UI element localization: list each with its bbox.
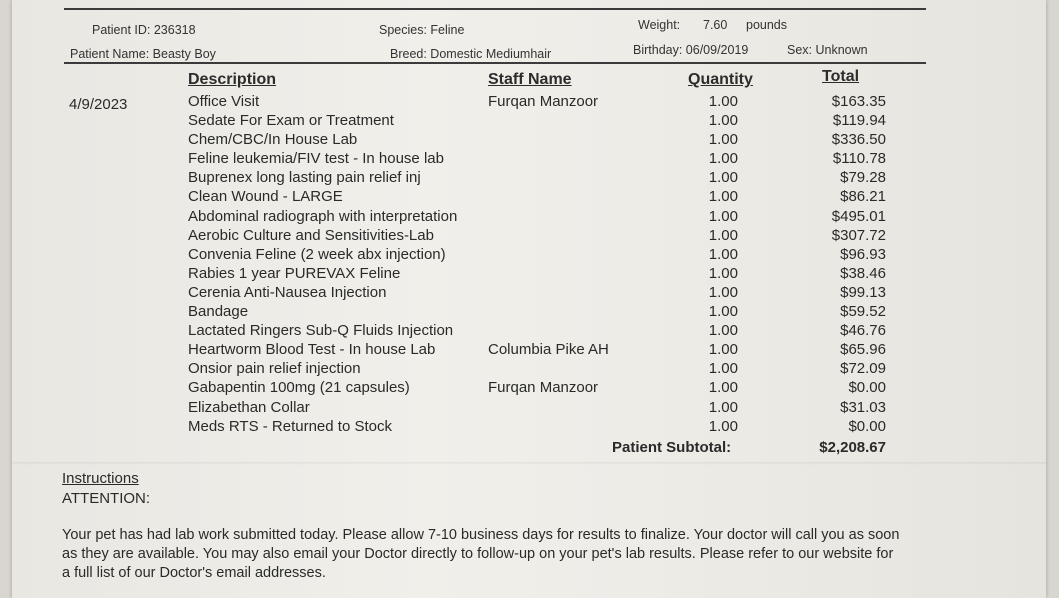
line-item [12,301,1046,320]
line-item [12,167,1046,186]
line-item [12,129,1046,148]
item-description: Buprenex long lasting pain relief inj [188,169,421,187]
line-item [12,339,1046,358]
item-quantity: 1.00 [708,226,738,244]
item-quantity: 1.00 [708,112,738,130]
item-total: $31.03 [840,398,886,416]
column-total: Total [822,68,860,85]
line-items [12,91,1046,435]
item-total: $59.52 [840,303,886,321]
item-total: $163.35 [831,93,886,110]
header-rule [64,62,926,64]
patient-id: Patient ID: 236318 [92,23,196,37]
item-description: Rabies 1 year PUREVAX Feline [188,264,401,282]
invoice-page [12,0,1046,598]
item-quantity: 1.00 [708,188,738,206]
item-description: Meds RTS - Returned to Stock [188,417,392,435]
item-total: $0.00 [848,379,886,397]
item-staff: Furqan Manzoor [488,93,599,110]
birthday: Birthday: 06/09/2019 [633,43,749,57]
item-total: $110.78 [832,150,886,168]
item-description: Feline leukemia/FIV test - In house lab [188,150,444,168]
column-quantity: Quantity [688,71,753,88]
item-total: $38.46 [840,264,886,282]
item-quantity: 1.00 [708,379,738,397]
top-rule [64,8,926,10]
item-description: Onsior pain relief injection [188,360,361,378]
item-quantity: 1.00 [708,322,738,340]
item-quantity: 1.00 [708,360,738,378]
item-quantity: 1.00 [708,131,738,149]
item-description: Aerobic Culture and Sensitivities-Lab [188,226,434,244]
item-quantity: 1.00 [708,150,738,168]
item-total: $336.50 [831,131,886,149]
column-description: Description [188,71,277,88]
patient-subtotal-label: Patient Subtotal: [612,439,732,456]
attention-label: ATTENTION: [62,490,151,507]
item-total: $119.94 [832,112,886,130]
line-item [12,206,1046,225]
item-total: $79.28 [840,169,886,187]
item-description: Elizabethan Collar [188,398,310,416]
line-item [12,148,1046,167]
item-total: $72.09 [840,360,886,378]
line-item [12,244,1046,263]
item-quantity: 1.00 [708,341,738,359]
item-total: $99.13 [840,283,886,301]
line-item [12,110,1046,129]
item-description: Bandage [188,303,249,321]
item-total: $307.72 [831,226,886,244]
item-description: Chem/CBC/In House Lab [188,131,358,149]
item-total: $495.01 [831,207,886,225]
weight-value: 7.60 [703,18,728,32]
item-quantity: 1.00 [708,207,738,225]
item-quantity: 1.00 [708,303,738,321]
line-item [12,263,1046,282]
item-total: $46.76 [840,322,886,340]
weight-unit: pounds [746,18,788,32]
sex: Sex: Unknown [787,43,868,57]
column-staff-name: Staff Name [488,71,572,88]
line-item [12,282,1046,301]
item-staff: Columbia Pike AH [488,341,609,359]
line-item [12,320,1046,339]
line-item [12,397,1046,416]
item-total: $65.96 [840,341,886,359]
item-quantity: 1.00 [708,264,738,282]
item-quantity: 1.00 [708,93,738,110]
patient-name: Patient Name: Beasty Boy [70,47,216,61]
paper-fold [12,462,1046,465]
item-description: Office Visit [188,93,260,110]
item-total: $86.21 [840,188,886,206]
patient-subtotal-value: $2,208.67 [819,439,886,456]
item-total: $96.93 [840,245,886,263]
line-item [12,358,1046,377]
item-total: $0.00 [848,417,886,435]
line-item [12,91,1046,110]
item-description: Abdominal radiograph with interpretation [188,207,458,225]
breed: Breed: Domestic Mediumhair [390,47,552,61]
line-item [12,225,1046,244]
line-item [12,377,1046,396]
item-description: Convenia Feline (2 week abx injection) [188,245,446,263]
visit-date: 4/9/2023 [69,96,128,113]
item-description: Lactated Ringers Sub-Q Fluids Injection [188,322,454,340]
instructions-heading: Instructions [62,470,139,487]
line-item [12,186,1046,205]
item-quantity: 1.00 [708,245,738,263]
item-description: Clean Wound - LARGE [188,188,343,206]
item-staff: Furqan Manzoor [488,379,599,397]
item-quantity: 1.00 [708,169,738,187]
item-quantity: 1.00 [708,398,738,416]
line-item [12,416,1046,435]
instructions-body: Your pet has had lab work submitted today. Please allow 7-10 business days for results to finalize. Your doctor will call you as soon as they are available. You may also email your Doctor directly to follow-up on your pet's lab results. Please refer to our website for a full list of our Doctor's email addresses. [62,527,900,581]
item-quantity: 1.00 [708,283,738,301]
item-description: Cerenia Anti-Nausea Injection [188,283,387,301]
species: Species: Feline [379,23,465,37]
item-description: Sedate For Exam or Treatment [188,112,394,130]
item-description: Heartworm Blood Test - In house Lab [188,341,436,359]
item-quantity: 1.00 [708,417,738,435]
weight-label: Weight: [638,18,681,32]
item-description: Gabapentin 100mg (21 capsules) [188,379,410,397]
